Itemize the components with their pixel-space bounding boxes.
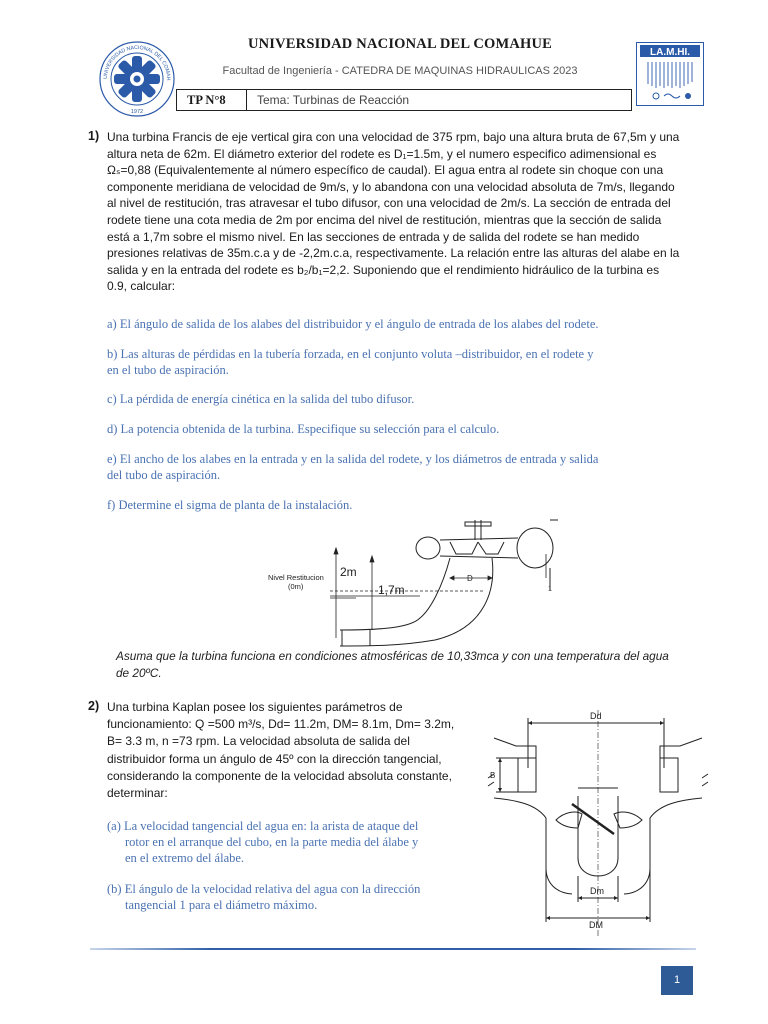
statement-line: distribuidor forma un ángulo de 45º con la dirección tangencial,: [107, 751, 442, 766]
tp-header-box: [176, 89, 632, 111]
problem-1-number: 1): [88, 129, 100, 143]
svg-text:1972: 1972: [130, 109, 144, 115]
statement-line: Ωₛ=0,88 (Equivalentemente al número específico de caudal). El agua entra al rodete sin choque con una: [107, 163, 664, 178]
svg-text:B: B: [490, 771, 496, 780]
faculty-line: Facultad de Ingeniería - CATEDRA DE MAQUINAS HIDRAULICAS 2023: [222, 65, 578, 77]
statement-line: rodete tiene una cota media de 2m por encima del nivel de restitución, mientras que la sección de salida: [107, 212, 662, 227]
university-seal: [98, 40, 176, 118]
problem-1-item-a: a) El ángulo de salida de los alabes del distribuidor y el ángulo de entrada de los alabes del rodete.: [107, 317, 599, 331]
problem-1-item-b: b) Las alturas de pérdidas en la tubería forzada, en el conjunto voluta –distribuidor, en el rodete y en el tubo de aspiración.: [107, 347, 594, 377]
problem-1-item-d: d) La potencia obtenida de la turbina. Especifique su selección para el calculo.: [107, 422, 500, 436]
svg-text:1: 1: [548, 586, 552, 593]
svg-text:Dd: Dd: [590, 711, 602, 721]
statement-line: salida y en la entrada del rodete es b₂/b₁=2,2. Suponiendo que el rendimiento hidráulico de la turbina es: [107, 262, 660, 277]
statement-line: 0.9, calcular:: [107, 279, 176, 294]
university-title: UNIVERSIDAD NACIONAL DEL COMAHUE: [247, 36, 553, 52]
statement-line: funcionamiento: Q =500 m³/s, Dd= 11.2m, DM= 8.1m, Dm= 3.2m,: [107, 717, 455, 732]
statement-line: B= 3.3 m, n =73 rpm. La velocidad absoluta de salida del: [107, 734, 410, 749]
svg-text:1,7m: 1,7m: [378, 583, 405, 597]
problem-1-statement: [107, 129, 713, 295]
problem-1-caption: Asuma que la turbina funciona en condiciones atmosféricas de 10,33mca y con una temperatura del agua de 20ºC.: [116, 649, 669, 680]
problem-1-item-c: c) La pérdida de energía cinética en la salida del tubo difusor.: [107, 392, 415, 406]
svg-text:D: D: [467, 574, 473, 583]
statement-line: Una turbina Francis de eje vertical gira con una velocidad de 375 rpm, bajo una altura bruta de 67,5m y una: [107, 130, 680, 144]
statement-line: altura neta de 62m. El diámetro exterior del rodete es D₁=1.5m, y el numero especifico adimensional es: [107, 146, 657, 161]
problem-1-item-e: e) El ancho de los alabes en la entrada y en la salida del rodete, y los diámetros de entrada y salida del tubo de aspiración.: [107, 452, 599, 482]
statement-line: determinar:: [107, 786, 168, 801]
statement-line: Una turbina Kaplan posee los siguientes parámetros de: [107, 700, 403, 714]
tp-topic: Tema: Turbinas de Reacción: [257, 93, 410, 107]
statement-line: considerando la componente de la velocidad absoluta constante,: [107, 768, 452, 783]
svg-text:2m: 2m: [340, 565, 357, 579]
svg-text:(0m): (0m): [288, 582, 304, 591]
statement-line: componente meridiana de velocidad de 9m/s, y lo abandona con una velocidad absoluta de 7m/s, llegando: [107, 179, 675, 194]
problem-2-item-a: (a) La velocidad tangencial del agua en: la arista de ataque del rotor en el arranque del cubo, en la parte media del álabe y en el extremo del álabe.: [107, 819, 419, 865]
problem-2-number: 2): [88, 699, 100, 713]
svg-text:UNIVERSIDAD NACIONAL DEL COMAH: UNIVERSIDAD NACIONAL DEL COMAH: [102, 44, 172, 81]
statement-line: está a 1,7m sobre el mismo nivel. En las secciones de entrada y de salida del rodete se han medido: [107, 229, 640, 244]
svg-text:Dm: Dm: [590, 886, 604, 896]
problem-1-item-f: f) Determine el sigma de planta de la instalación.: [107, 498, 353, 512]
lab-logo: [636, 42, 704, 106]
svg-text:LA.M.HI.: LA.M.HI.: [650, 47, 690, 58]
tp-number: TP N°8: [177, 90, 247, 110]
statement-line: presiones relativas de 35m.c.a y de -2,2m.c.a, respectivamente. La relación entre las alturas del alabe en la: [107, 246, 680, 261]
problem-2-statement: [107, 699, 472, 802]
statement-line: al nivel de restitución, tras atravesar el tubo difusor, con una velocidad de 2m/s. La sección de entrada del: [107, 196, 671, 211]
svg-text:Nivel Restitucion: Nivel Restitucion: [268, 573, 324, 582]
problem-2-item-b: (b) El ángulo de la velocidad relativa del agua con la dirección tangencial 1 para el diámetro máximo.: [107, 882, 421, 912]
footer-rule: [90, 948, 696, 950]
kaplan-turbine-figure: [486, 708, 710, 940]
svg-text:DM: DM: [589, 920, 603, 930]
francis-turbine-figure: [260, 518, 560, 648]
page-number: 1: [661, 966, 693, 995]
